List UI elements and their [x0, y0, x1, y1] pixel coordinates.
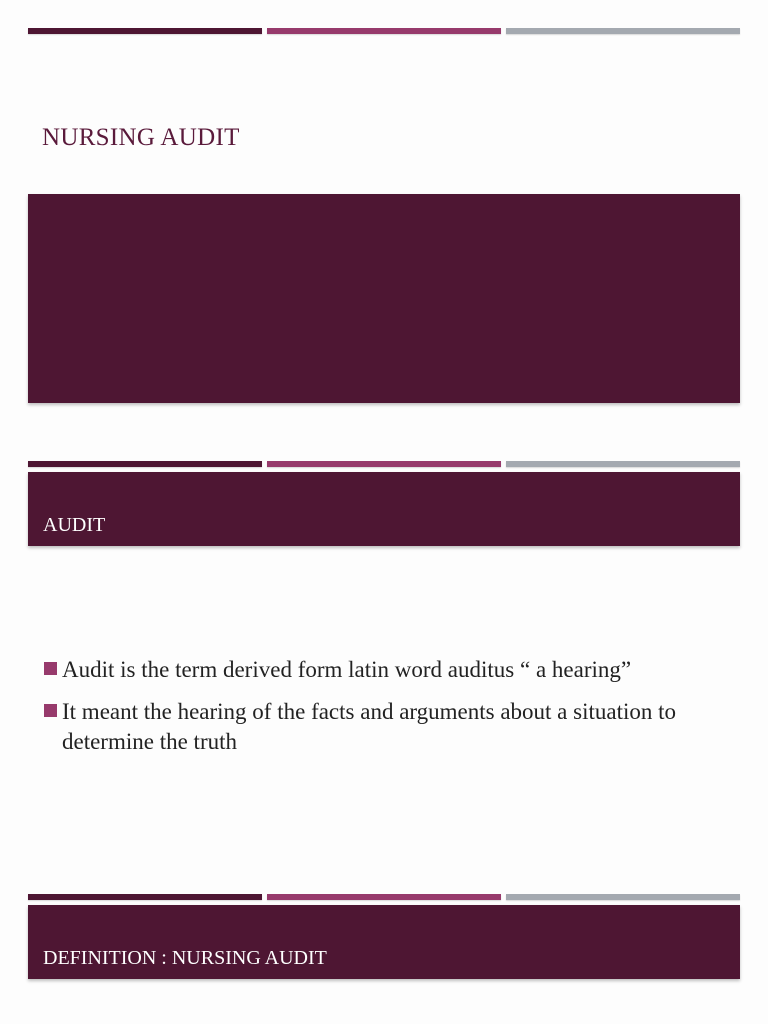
accent-bar-magenta	[267, 28, 501, 34]
accent-bars-slide1	[28, 28, 740, 34]
bullet-text: It meant the hearing of the facts and arguments about a situation to determine the truth	[62, 699, 677, 754]
accent-bar-magenta	[267, 894, 501, 900]
accent-bar-gray	[506, 461, 740, 467]
slide2-title-panel	[28, 472, 740, 546]
slide-title-definition: DEFINITION : NURSING AUDIT	[43, 947, 327, 969]
bullet-text: Audit is the term derived form latin word auditus “ a hearing”	[62, 657, 632, 682]
accent-bar-dark	[28, 461, 262, 467]
accent-bar-gray	[506, 28, 740, 34]
accent-bar-dark	[28, 28, 262, 34]
slide-title-audit: AUDIT	[43, 514, 106, 536]
slide3-title-panel	[28, 905, 740, 979]
slide1-content-panel	[28, 194, 740, 403]
slide-title-nursing-audit: NURSING AUDIT	[42, 124, 240, 151]
bullet-item	[44, 697, 734, 757]
accent-bar-magenta	[267, 461, 501, 467]
accent-bars-slide3	[28, 894, 740, 900]
square-bullet-icon	[44, 704, 57, 717]
bullet-list	[44, 655, 734, 769]
accent-bars-slide2	[28, 461, 740, 467]
square-bullet-icon	[44, 662, 57, 675]
bullet-item	[44, 655, 734, 685]
accent-bar-gray	[506, 894, 740, 900]
accent-bar-dark	[28, 894, 262, 900]
